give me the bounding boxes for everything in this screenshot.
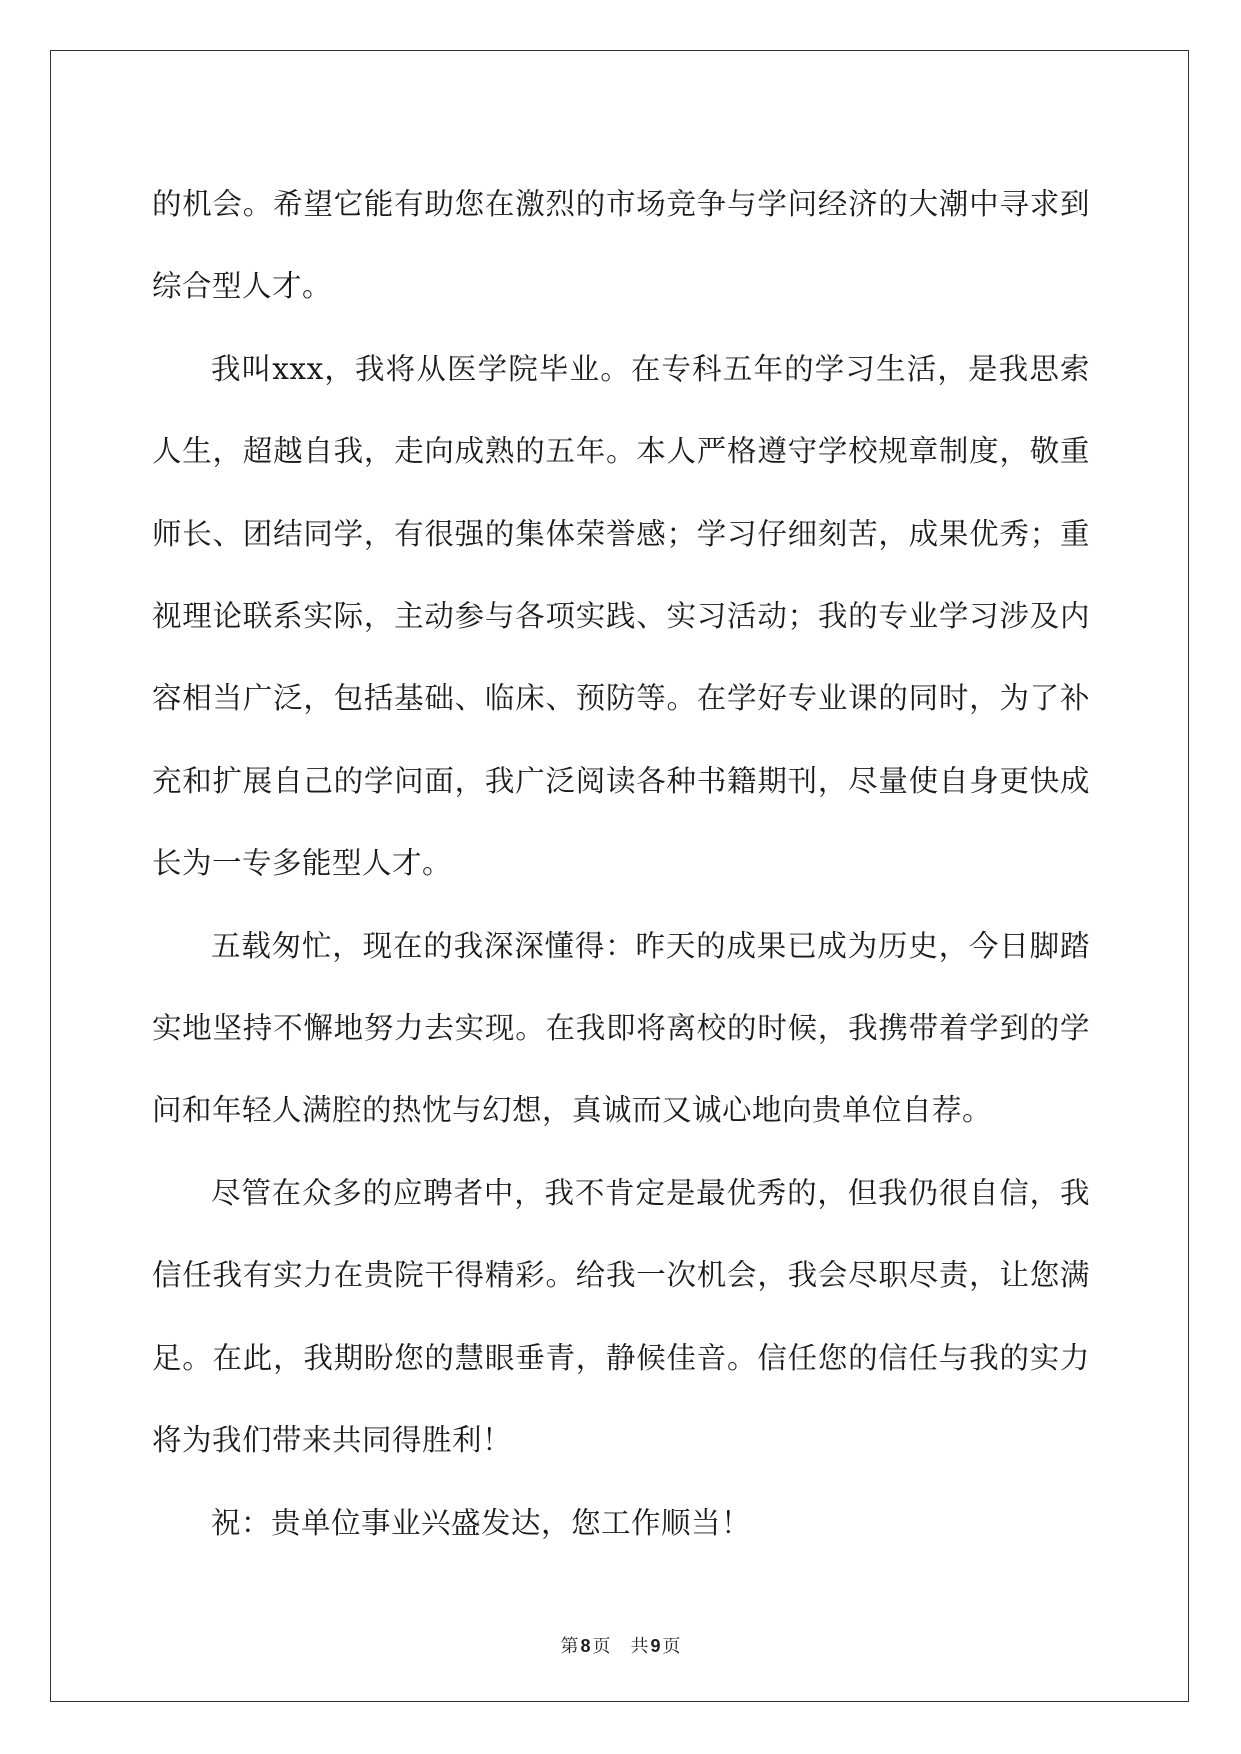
- paragraph-5: 祝：贵单位事业兴盛发达，您工作顺当！: [211, 1505, 752, 1540]
- paragraph-4: 尽管在众多的应聘者中，我不肯定是最优秀的，但我仍很自信，我信任我有实力在贵院干得精彩。给我一次机会，我会尽职尽责，让您满足。在此，我期盼您的慧眼垂青，静候佳音。信任您的信任与我的实力将为我们带来共同得胜利！: [152, 1175, 1090, 1458]
- document-body: [152, 163, 1090, 1564]
- paragraph-3: 五载匆忙，现在的我深深懂得：昨天的成果已成为历史，今日脚踏实地坚持不懈地努力去实现。在我即将离校的时候，我携带着学到的学问和年轻人满腔的热忱与幻想，真诚而又诚心地向贵单位自荐。: [152, 928, 1090, 1128]
- page-footer: [0, 1634, 1241, 1659]
- total-page-count: 9: [650, 1636, 661, 1656]
- current-page-number: 8: [580, 1636, 591, 1656]
- total-pages-prefix: 共: [630, 1636, 649, 1657]
- paragraph-2: 我叫xxx，我将从医学院毕业。在专科五年的学习生活，是我思索人生，超越自我，走向成熟的五年。本人严格遵守学校规章制度，敬重师长、团结同学，有很强的集体荣誉感；学习仔细刻苦，成果优秀；重视理论联系实际，主动参与各项实践、实习活动；我的专业学习涉及内容相当广泛，包括基础、临床、预防等。在学好专业课的同时，为了补充和扩展自己的学问面，我广泛阅读各种书籍期刊，尽量使自身更快成长为一专多能型人才。: [152, 351, 1090, 881]
- paragraph-1: 的机会。希望它能有助您在激烈的市场竞争与学问经济的大潮中寻求到综合型人才。: [152, 187, 1090, 304]
- page-number-prefix: 第: [560, 1636, 579, 1657]
- page-number-suffix: 页: [592, 1636, 611, 1657]
- total-pages-suffix: 页: [662, 1636, 681, 1657]
